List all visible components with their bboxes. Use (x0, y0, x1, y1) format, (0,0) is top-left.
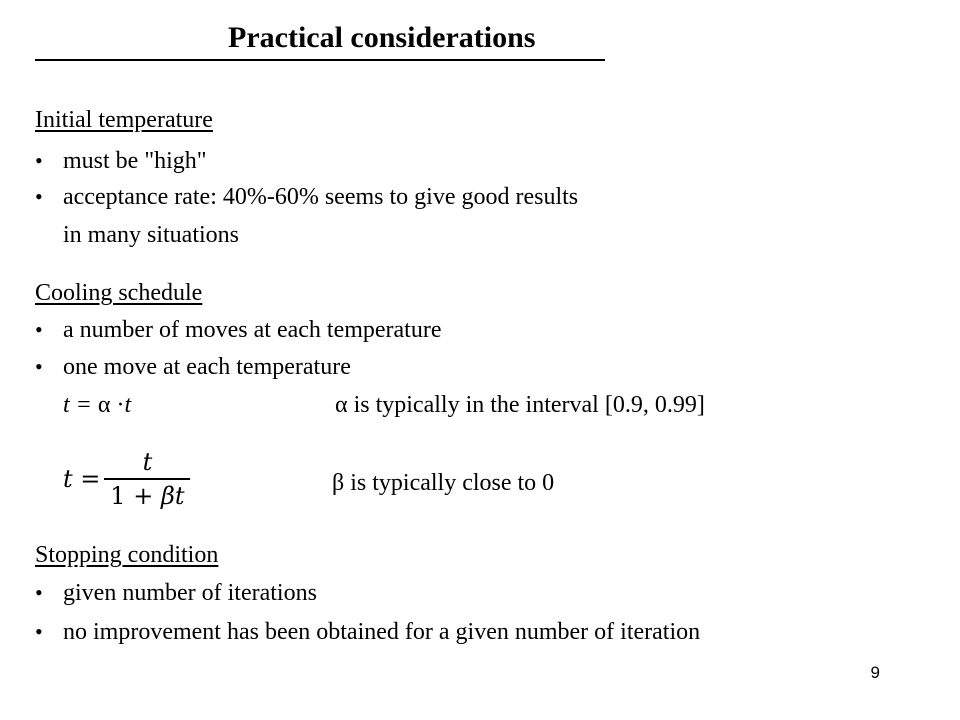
denominator-constant: 1 + (110, 481, 154, 510)
list-item (35, 315, 43, 345)
bullet-text: must be "high" (63, 148, 207, 174)
formula-variable: t (174, 481, 185, 510)
title-underline (35, 59, 605, 61)
bullet-icon: • (35, 148, 43, 173)
formula-lhs: t = (63, 464, 101, 493)
list-item (35, 578, 43, 608)
alpha-note (335, 390, 705, 420)
bullet-continuation: in many situations (63, 222, 239, 248)
bullet-text: no improvement has been obtained for a given number of iteration (63, 619, 701, 645)
bullet-text: a number of moves at each temperature (63, 317, 442, 343)
bullet-text: one move at each temperature (63, 354, 351, 380)
page-title: Practical considerations (228, 21, 536, 54)
fraction (104, 448, 190, 510)
alpha-symbol: α (335, 392, 348, 418)
bullet-text: given number of iterations (63, 580, 317, 606)
section-heading-cooling-schedule: Cooling schedule (35, 280, 203, 306)
fraction-denominator (110, 482, 184, 510)
alpha-symbol: α (97, 392, 111, 418)
list-item (35, 617, 43, 647)
section-heading-initial-temperature: Initial temperature (35, 107, 213, 133)
bullet-icon: • (35, 619, 43, 644)
bullet-icon: • (35, 317, 43, 342)
dot-operator: · (116, 392, 125, 418)
fraction-bar (104, 478, 190, 480)
bullet-icon: • (35, 184, 43, 209)
beta-symbol: β (160, 481, 175, 510)
beta-symbol: β (332, 470, 345, 496)
beta-note-text: is typically close to 0 (350, 470, 555, 496)
formula-variable: t (124, 392, 132, 418)
formula-beta-schedule (63, 448, 190, 510)
beta-note (332, 468, 554, 498)
alpha-note-text: is typically in the interval [0.9, 0.99] (353, 392, 705, 418)
section-heading-stopping-condition: Stopping condition (35, 542, 219, 568)
list-item (35, 182, 43, 212)
bullet-icon: • (35, 580, 43, 605)
list-item (35, 352, 43, 382)
bullet-icon: • (35, 354, 43, 379)
list-item (35, 146, 43, 176)
fraction-numerator: t (142, 448, 153, 476)
page-number: 9 (870, 663, 880, 682)
bullet-text: acceptance rate: 40%-60% seems to give good results (63, 184, 579, 210)
formula-lhs: t = (63, 392, 92, 418)
formula-alpha-schedule (63, 390, 131, 420)
